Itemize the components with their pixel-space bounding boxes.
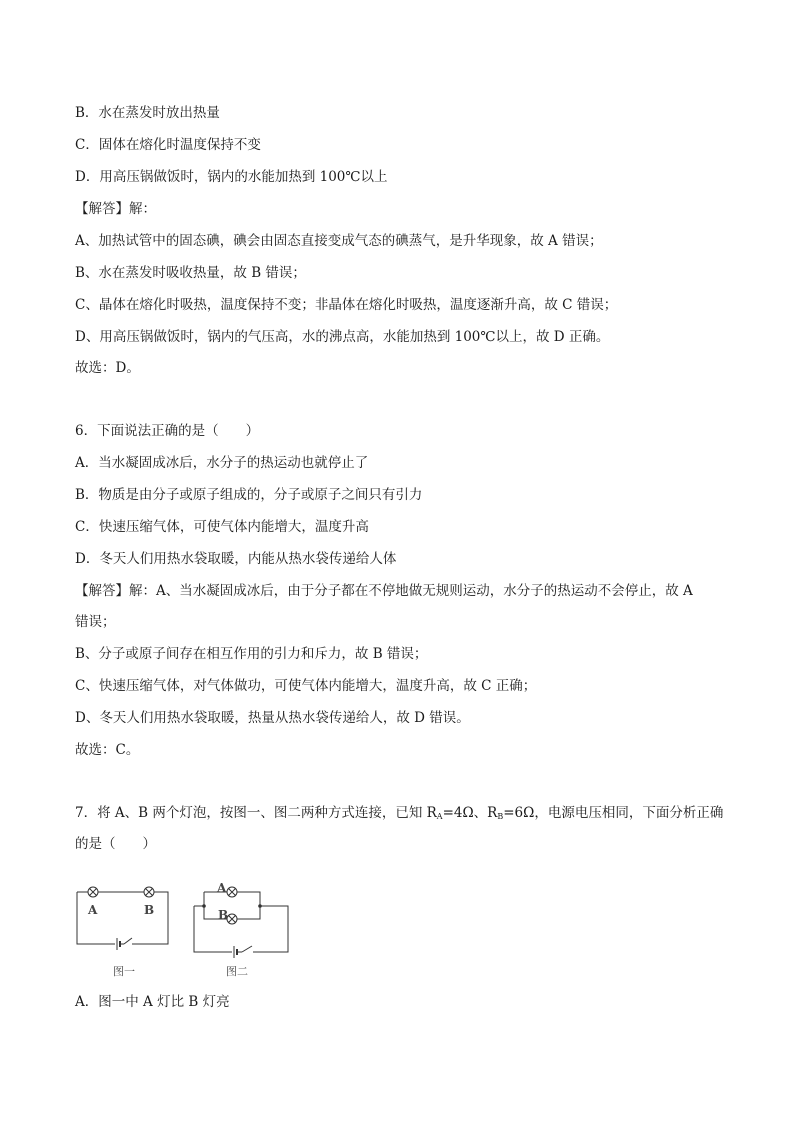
fig2-junction-right [258,904,262,908]
q6-answer-c: C、快速压缩气体，对气体做功，可使气体内能增大，温度升高，故 C 正确； [75,678,537,694]
q6-stem: 6．下面说法正确的是（ ） [75,423,260,439]
circuit-svg [70,872,300,982]
fig2-junction-left [202,904,206,908]
q6-option-b: B．物质是由分子或原子组成的，分子或原子之间只有引力 [75,487,423,503]
q7-stem-line2: 的是（ ） [75,836,156,852]
fig2-circuit [194,887,288,958]
q7-stem-mid1: =4Ω、R [442,805,498,821]
fig1-circuit [77,887,168,950]
fig1-caption: 图一 [113,965,135,978]
q5-answer-label: 【解答】解： [75,201,156,217]
q6-answer-b: B、分子或原子间存在相互作用的引力和斥力，故 B 错误； [75,646,428,662]
fig1-label-a: A [88,903,98,917]
fig2-caption: 图二 [226,965,248,978]
q5-option-c: C．固体在熔化时温度保持不变 [75,137,261,153]
q6-answer-line2: 错误； [75,614,116,630]
q6-option-a: A．当水凝固成冰后，水分子的热运动也就停止了 [75,455,369,471]
q6-option-c: C．快速压缩气体，可使气体内能增大，温度升高 [75,519,369,535]
fig2-label-b: B [218,908,229,922]
q7-sub-b: B [497,812,504,821]
q5-answer-a: A、加热试管中的固态碘，碘会由固态直接变成气态的碘蒸气，是升华现象，故 A 错误； [75,233,603,249]
q7-sub-a: A [436,812,443,821]
q6-answer-d: D、冬天人们用热水袋取暖，热量从热水袋传递给人，故 D 错误。 [75,710,470,726]
q7-circuit-diagrams [70,872,300,982]
q7-stem [75,803,723,827]
q5-option-d: D．用高压锅做饭时，锅内的水能加热到 100℃以上 [75,169,388,185]
q5-answer-c: C、晶体在熔化时吸热，温度保持不变；非晶体在熔化时吸热，温度逐渐升高，故 C 错误； [75,297,618,313]
q6-option-d: D．冬天人们用热水袋取暖，内能从热水袋传递给人体 [75,551,397,567]
fig2-label-a: A [217,881,227,895]
q6-choice: 故选：C。 [75,742,140,758]
q5-option-b: B．水在蒸发时放出热量 [75,105,220,121]
q6-answer-line1: 【解答】解：A、当水凝固成冰后，由于分子都在不停地做无规则运动，水分子的热运动不会停止，故 A [75,583,693,599]
q5-answer-d: D、用高压锅做饭时，锅内的气压高，水的沸点高，水能加热到 100℃以上，故 D 正确。 [75,329,610,345]
q5-answer-b: B、水在蒸发时吸收热量，故 B 错误； [75,265,306,281]
q7-stem-prefix: 7．将 A、B 两个灯泡，按图一、图二两种方式连接，已知 R [75,805,437,821]
q5-choice: 故选：D。 [75,360,140,376]
q7-option-a: A．图一中 A 灯比 B 灯亮 [75,994,230,1010]
q7-stem-mid2: =6Ω，电源电压相同，下面分析正确 [503,805,724,821]
fig1-label-b: B [144,903,155,917]
